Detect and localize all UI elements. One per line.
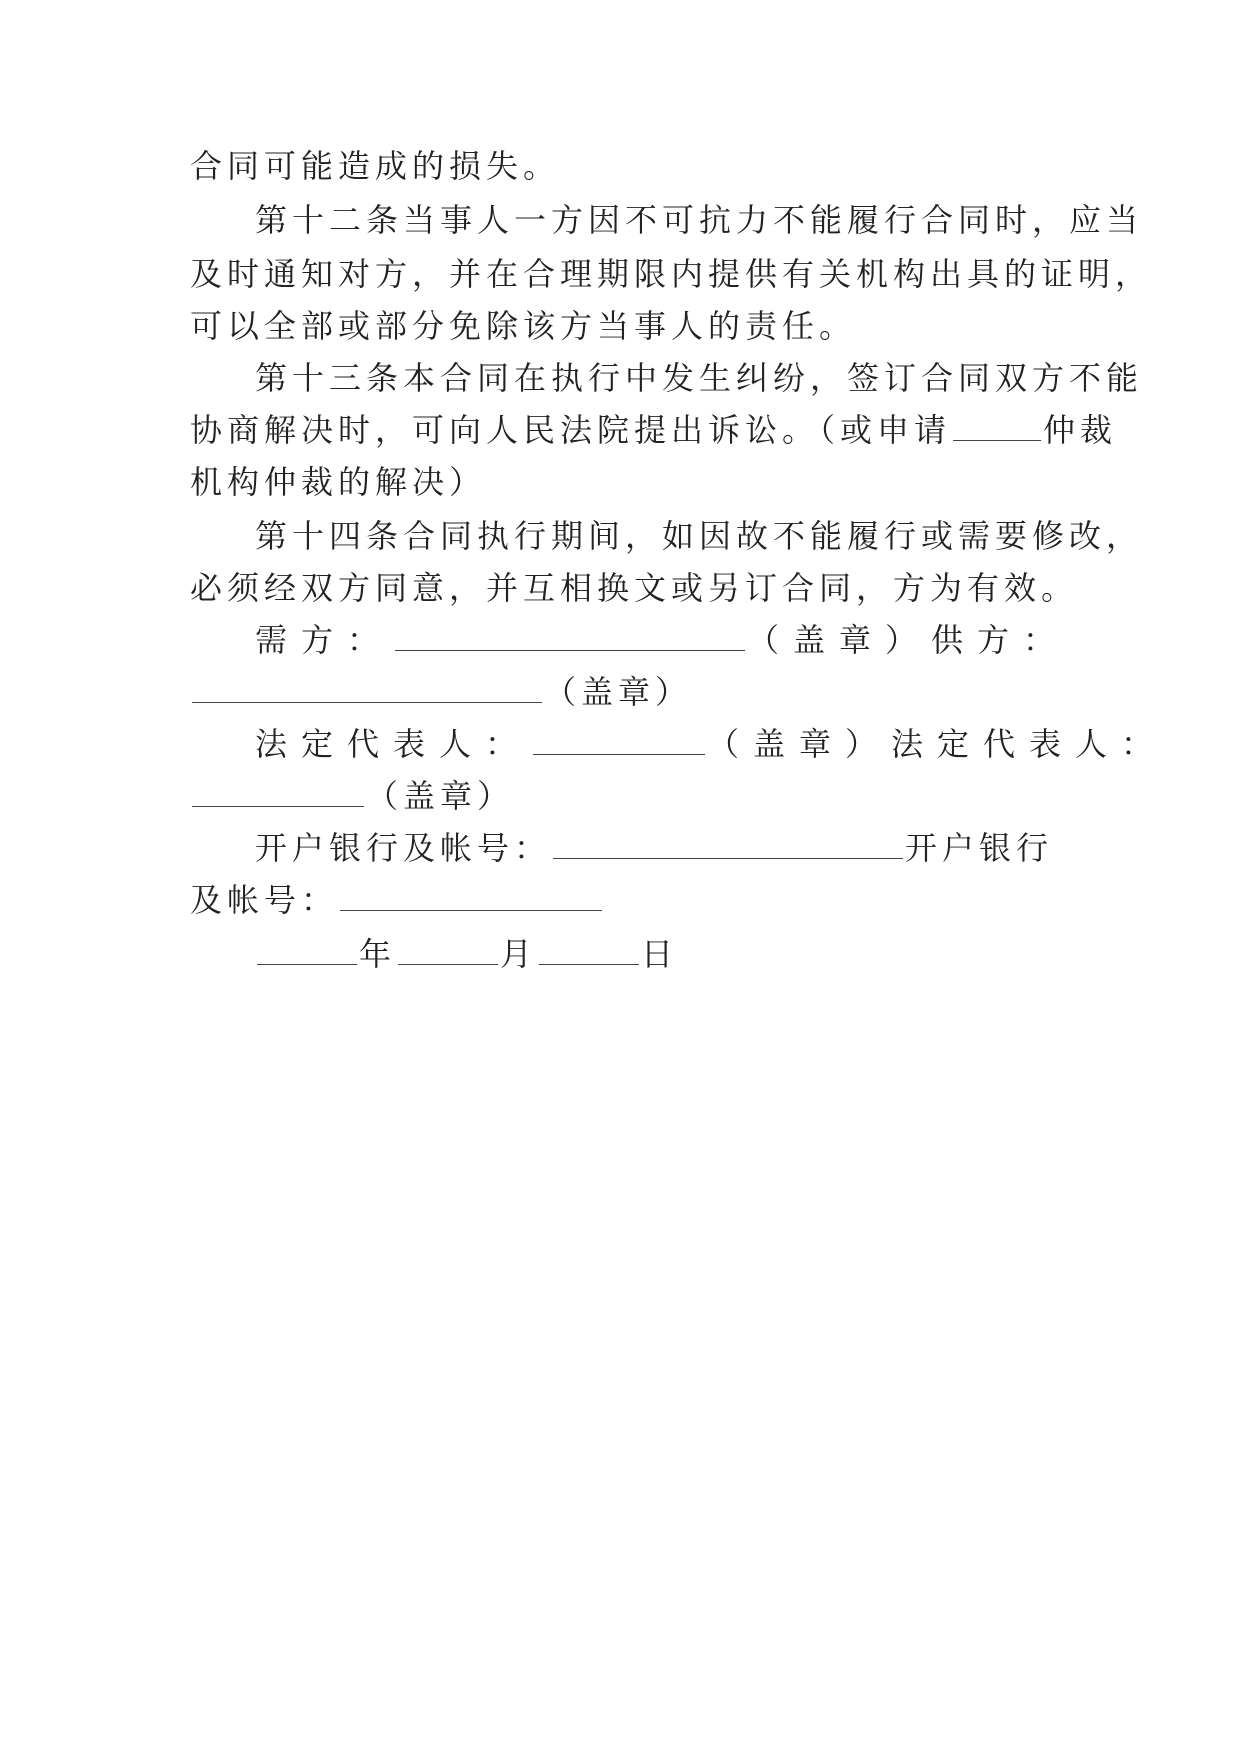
month-label: 月 xyxy=(500,935,538,973)
bank-label-2: 开户银行 xyxy=(905,829,1054,867)
article-12-line-1: 第十二条当事人一方因不可抗力不能履行合同时，应当 xyxy=(255,201,1144,239)
bank-account-blank-2[interactable] xyxy=(340,882,602,911)
day-label: 日 xyxy=(641,935,679,973)
article-12-line-3: 可以全部或部分免除该方当事人的责任。 xyxy=(190,307,857,345)
article-13-line-1: 第十三条本合同在执行中发生纠纷，签订合同双方不能 xyxy=(255,359,1144,397)
day-blank[interactable] xyxy=(539,936,639,965)
representative-line xyxy=(255,724,1168,764)
representative-label-2: 法定代表人： xyxy=(891,725,1168,763)
supply-label: 供方： xyxy=(931,621,1070,659)
arbitration-text: 仲裁 xyxy=(1043,411,1118,449)
bank-label-2-cont: 及帐号： xyxy=(190,881,339,919)
article-13-line-3: 机构仲裁的解决） xyxy=(190,463,487,501)
bank-account-blank[interactable] xyxy=(553,830,903,859)
seal-label: （盖章） xyxy=(544,673,693,711)
paragraph-line: 合同可能造成的损失。 xyxy=(190,147,561,185)
year-label: 年 xyxy=(359,935,397,973)
article-14-line-2: 必须经双方同意，并互相换文或另订合同，方为有效。 xyxy=(190,569,1079,607)
representative-blank-2[interactable] xyxy=(192,778,364,807)
article-12-line-2: 及时通知对方，并在合理期限内提供有关机构出具的证明， xyxy=(190,255,1153,293)
year-blank[interactable] xyxy=(257,936,357,965)
seal-label: （盖章） xyxy=(707,725,892,763)
demand-party-blank[interactable] xyxy=(395,622,745,651)
date-line xyxy=(255,934,1050,974)
bank-line xyxy=(255,828,1054,868)
representative-line-2 xyxy=(190,776,1050,816)
article-14-line-1: 第十四条合同执行期间，如因故不能履行或需要修改， xyxy=(255,517,1144,555)
seal-label: （盖章） xyxy=(747,621,932,659)
arbitration-blank[interactable] xyxy=(953,412,1041,441)
bank-label: 开户银行及帐号： xyxy=(255,829,552,867)
representative-blank[interactable] xyxy=(533,726,705,755)
bank-line-2 xyxy=(190,880,1050,920)
supply-line xyxy=(190,672,1050,712)
demand-label: 需方： xyxy=(255,621,394,659)
article-13-line-2 xyxy=(190,410,1118,450)
seal-label: （盖章） xyxy=(366,777,515,815)
representative-label: 法定代表人： xyxy=(255,725,532,763)
party-line xyxy=(255,620,1070,660)
supply-party-blank[interactable] xyxy=(192,674,542,703)
month-blank[interactable] xyxy=(398,936,498,965)
article-13-text: 协商解决时，可向人民法院提出诉讼。（或申请 xyxy=(190,411,952,449)
